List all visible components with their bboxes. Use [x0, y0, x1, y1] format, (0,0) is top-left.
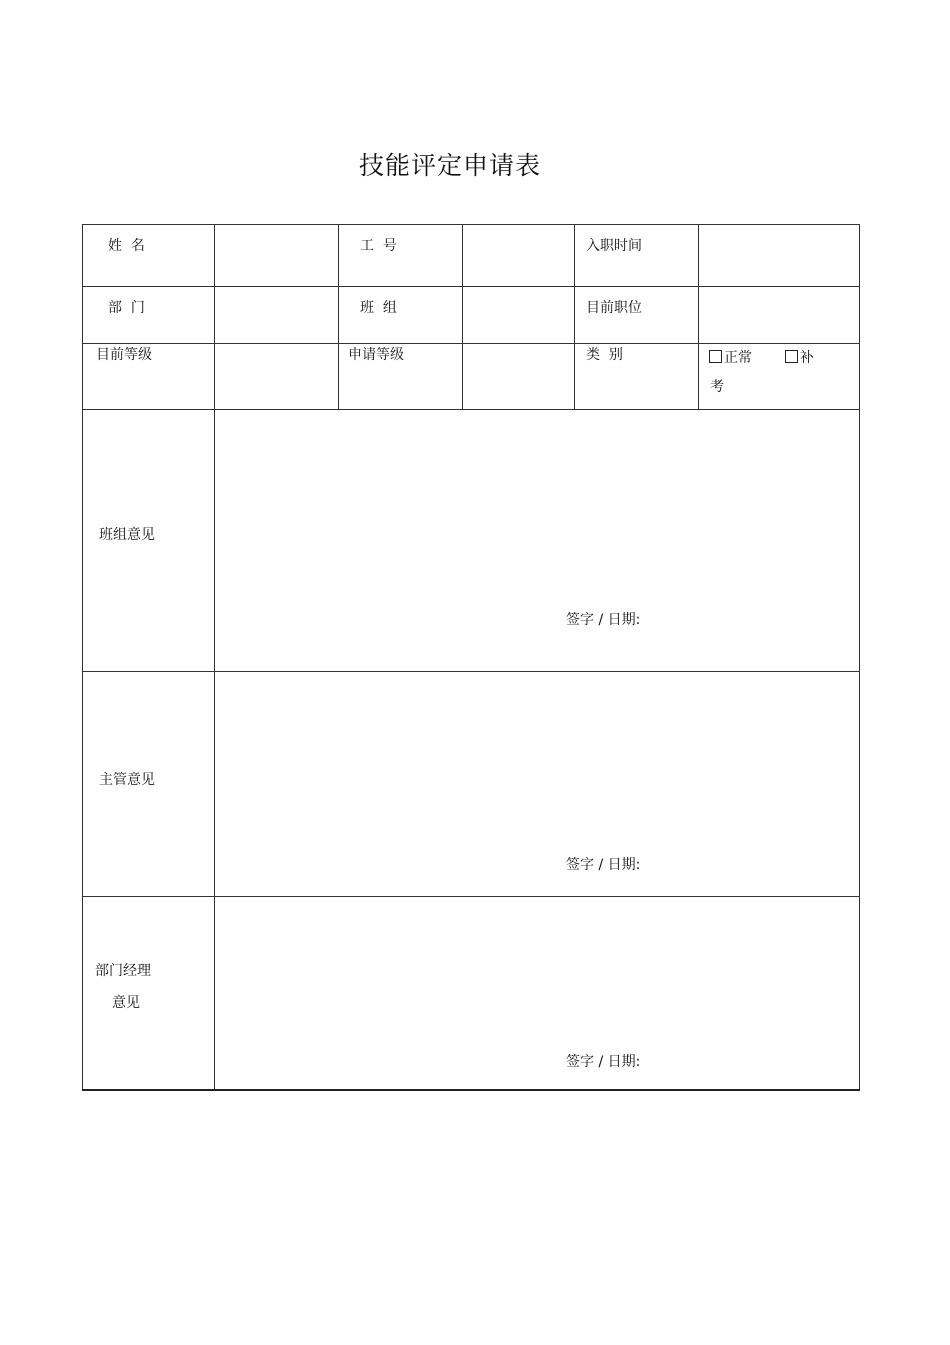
- checkbox-makeup[interactable]: [785, 350, 798, 363]
- option-makeup-label: 补: [799, 350, 814, 366]
- form-row-manager-opinion: [83, 897, 860, 1090]
- team-opinion-field[interactable]: [215, 410, 860, 672]
- team-label-cell: [339, 287, 463, 344]
- form-row-basic: [83, 225, 860, 287]
- department-label: 部 门: [108, 300, 145, 316]
- option-makeup[interactable]: [785, 350, 814, 366]
- option-normal[interactable]: [709, 350, 752, 366]
- type-label-cell: [575, 344, 699, 410]
- apply-level-label-cell: [339, 344, 463, 410]
- option-normal-label: 正常: [724, 350, 752, 366]
- current-level-label: 目前等级: [96, 347, 152, 363]
- position-label: 目前职位: [586, 300, 642, 316]
- manager-opinion-label-cont: 意见: [112, 995, 140, 1011]
- supervisor-opinion-label: 主管意见: [99, 772, 155, 788]
- form-row-supervisor-opinion: [83, 672, 860, 897]
- team-field[interactable]: [463, 287, 575, 344]
- team-label: 班 组: [360, 300, 397, 316]
- position-label-cell: [575, 287, 699, 344]
- position-field[interactable]: [699, 287, 860, 344]
- option-makeup-label-cont: 考: [710, 379, 724, 395]
- form-row-team-opinion: [83, 410, 860, 672]
- id-label-cell: [339, 225, 463, 287]
- supervisor-opinion-label-cell: [83, 672, 215, 897]
- manager-opinion-label: 部门经理: [95, 963, 151, 979]
- name-label: 姓 名: [108, 238, 145, 254]
- form-row-dept: [83, 287, 860, 344]
- form-row-level: [83, 344, 860, 410]
- form-title: 技能评定申请表: [358, 151, 541, 180]
- hire-date-label-cell: [575, 225, 699, 287]
- manager-opinion-field[interactable]: [215, 897, 860, 1090]
- apply-level-field[interactable]: [463, 344, 575, 410]
- employee-id-field[interactable]: [463, 225, 575, 287]
- type-options-cell: [699, 344, 860, 410]
- team-opinion-label: 班组意见: [99, 527, 155, 543]
- apply-level-label: 申请等级: [348, 347, 404, 363]
- supervisor-opinion-field[interactable]: [215, 672, 860, 897]
- checkbox-normal[interactable]: [709, 350, 722, 363]
- manager-signature-date-label: 签字 / 日期:: [566, 1054, 641, 1070]
- dept-label-cell: [83, 287, 215, 344]
- type-label: 类 别: [586, 347, 623, 363]
- level-label-cell: [83, 344, 215, 410]
- hire-date-field[interactable]: [699, 225, 860, 287]
- team-signature-date-label: 签字 / 日期:: [566, 612, 641, 628]
- name-label-cell: [83, 225, 215, 287]
- current-level-field[interactable]: [215, 344, 339, 410]
- application-form-table: [82, 224, 860, 1091]
- manager-opinion-label-cell: [83, 897, 215, 1090]
- supervisor-signature-date-label: 签字 / 日期:: [566, 857, 641, 873]
- hire-date-label: 入职时间: [586, 238, 642, 254]
- employee-id-label: 工 号: [360, 238, 397, 254]
- department-field[interactable]: [215, 287, 339, 344]
- name-field[interactable]: [215, 225, 339, 287]
- team-opinion-label-cell: [83, 410, 215, 672]
